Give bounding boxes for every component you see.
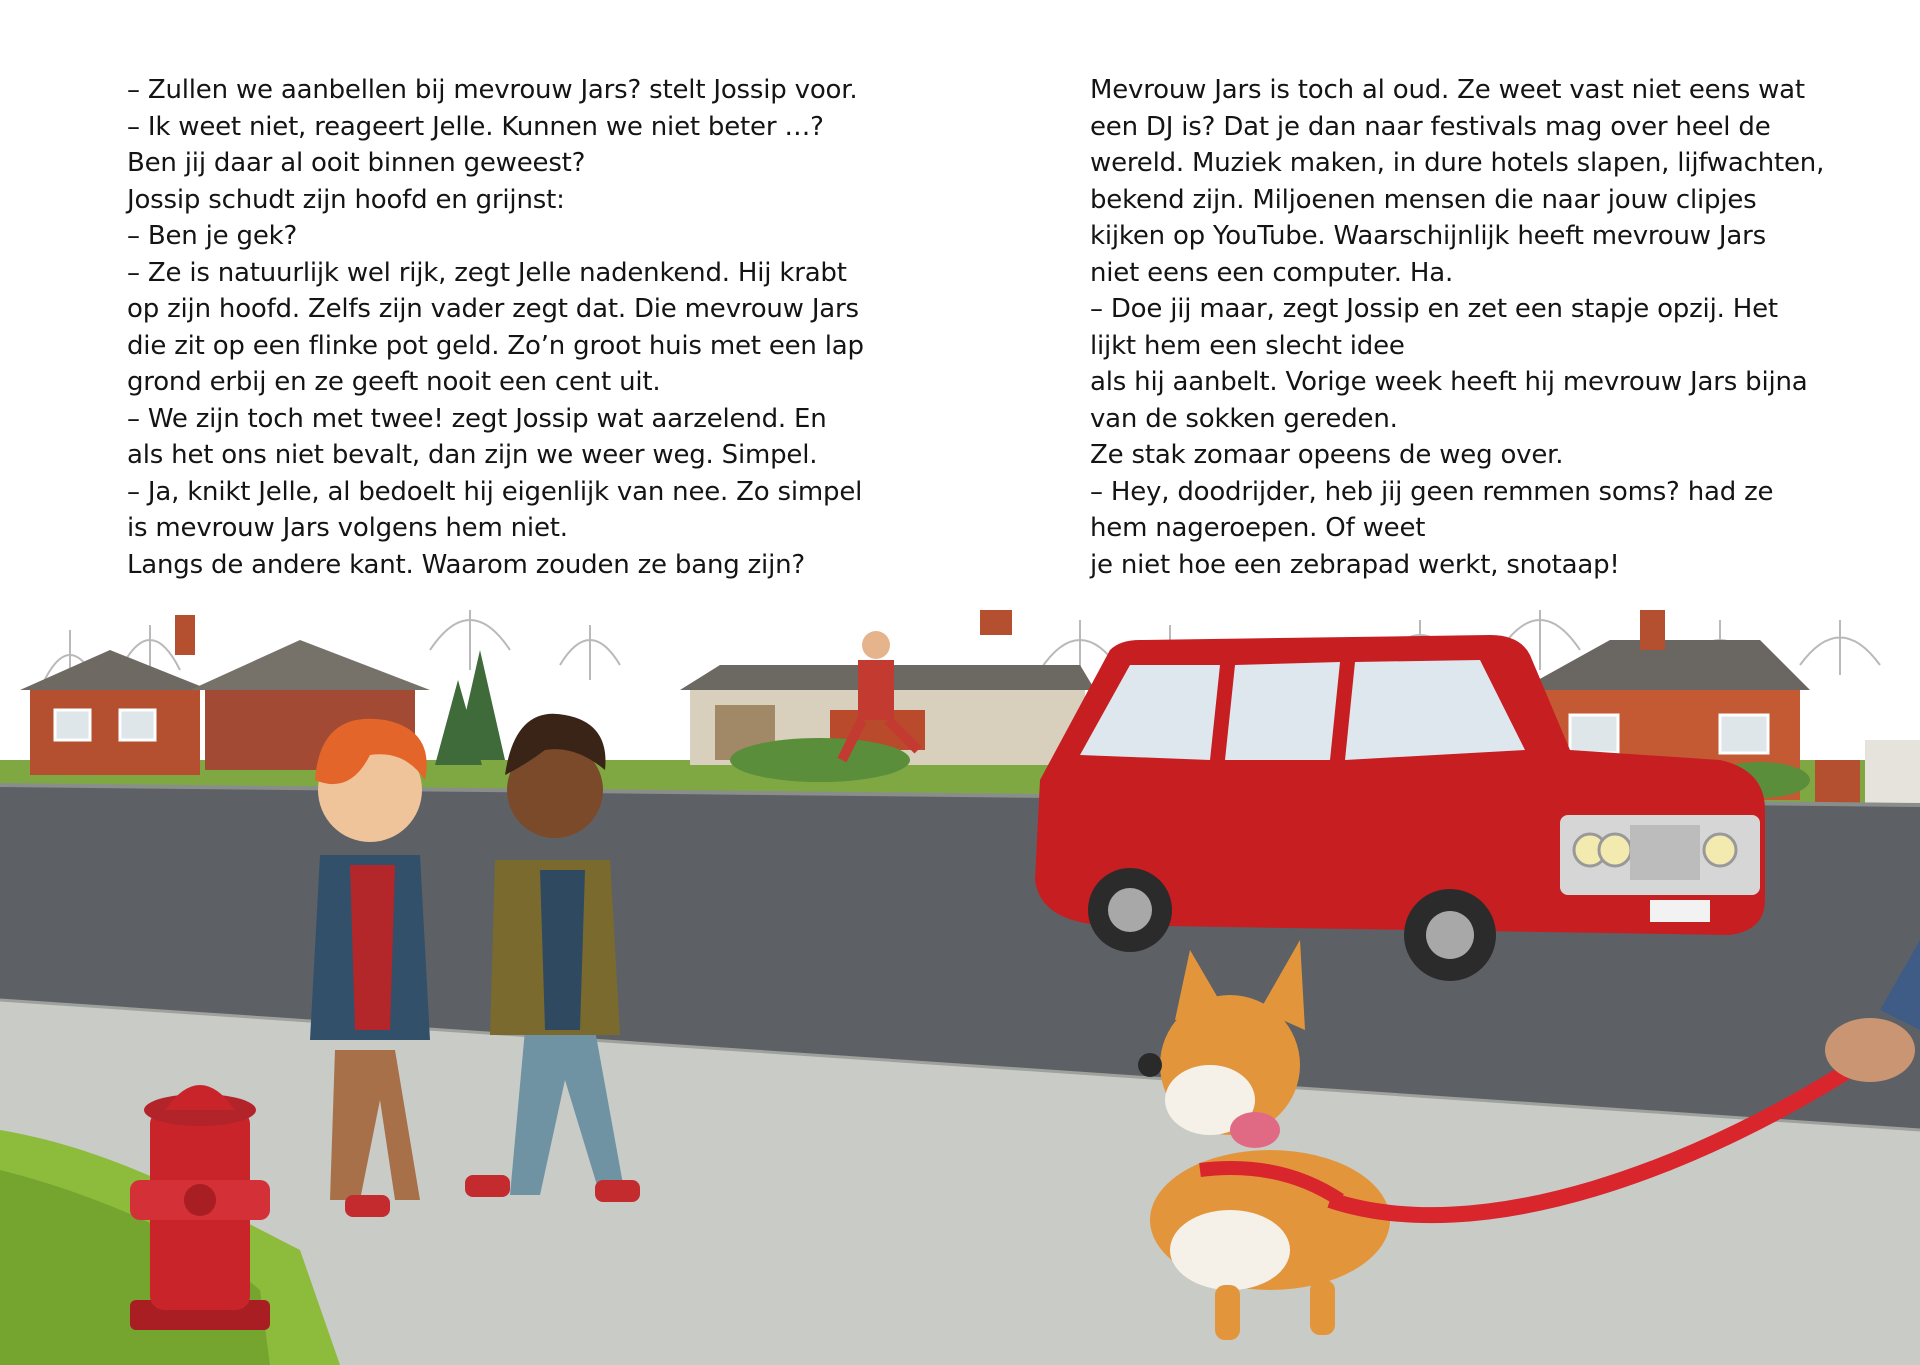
street-scene-illustration [0, 610, 1920, 1365]
text-line: – Zullen we aanbellen bij mevrouw Jars? stelt Jossip voor. [127, 75, 858, 105]
text-line: Ben jij daar al ooit binnen geweest? [127, 148, 586, 178]
text-line: lijkt hem een slecht idee [1090, 330, 1405, 361]
text-line: op zijn hoofd. Zelfs zijn vader zegt dat. Die mevrouw Jars [127, 294, 859, 324]
text-line: – Ze is natuurlijk wel rijk, zegt Jelle nadenkend. Hij krabt [127, 257, 847, 288]
text-line: Mevrouw Jars is toch al oud. Ze weet vast niet eens wat [1090, 75, 1805, 105]
text-line: Langs de andere kant. Waarom zouden ze bang zijn? [127, 549, 805, 580]
text-line: kijken op YouTube. Waarschijnlijk heeft mevrouw Jars [1090, 221, 1766, 251]
text-line: is mevrouw Jars volgens hem niet. [127, 513, 568, 543]
text-line: niet eens een computer. Ha. [1090, 257, 1454, 288]
text-line: – Ik weet niet, reageert Jelle. Kunnen we niet beter …? [127, 111, 824, 142]
fire-hydrant [130, 1085, 270, 1330]
text-line: wereld. Muziek maken, in dure hotels slapen, lijfwachten, [1090, 148, 1825, 178]
text-line: – We zijn toch met twee! zegt Jossip wat aarzelend. En [127, 403, 827, 434]
left-text-column [127, 72, 887, 583]
text-line: bekend zijn. Miljoenen mensen die naar jouw clipjes [1090, 184, 1757, 215]
left-house [20, 650, 210, 775]
text-line: die zit op een flinke pot geld. Zo’n groot huis met een lap [127, 330, 864, 361]
text-line: grond erbij en ze geeft nooit een cent uit. [127, 367, 661, 397]
text-line: een DJ is? Dat je dan naar festivals mag over heel de [1090, 111, 1771, 142]
text-line: Jossip schudt zijn hoofd en grijnst: [127, 184, 565, 215]
text-line: als het ons niet bevalt, dan zijn we weer weg. Simpel. [127, 440, 818, 470]
text-line: je niet hoe een zebrapad werkt, snotaap! [1090, 549, 1620, 580]
right-text-column [1090, 72, 1890, 583]
text-line: Ze stak zomaar opeens de weg over. [1090, 440, 1564, 470]
text-line: als hij aanbelt. Vorige week heeft hij mevrouw Jars bijna [1090, 367, 1808, 397]
text-line: – Doe jij maar, zegt Jossip en zet een stapje opzij. Het [1090, 294, 1778, 324]
text-line: – Ja, knikt Jelle, al bedoelt hij eigenlijk van nee. Zo simpel [127, 476, 863, 507]
text-line: van de sokken gereden. [1090, 403, 1398, 434]
text-line: – Hey, doodrijder, heb jij geen remmen soms? had ze [1090, 476, 1774, 507]
text-line: – Ben je gek? [127, 221, 298, 251]
text-line: hem nageroepen. Of weet [1090, 513, 1426, 543]
